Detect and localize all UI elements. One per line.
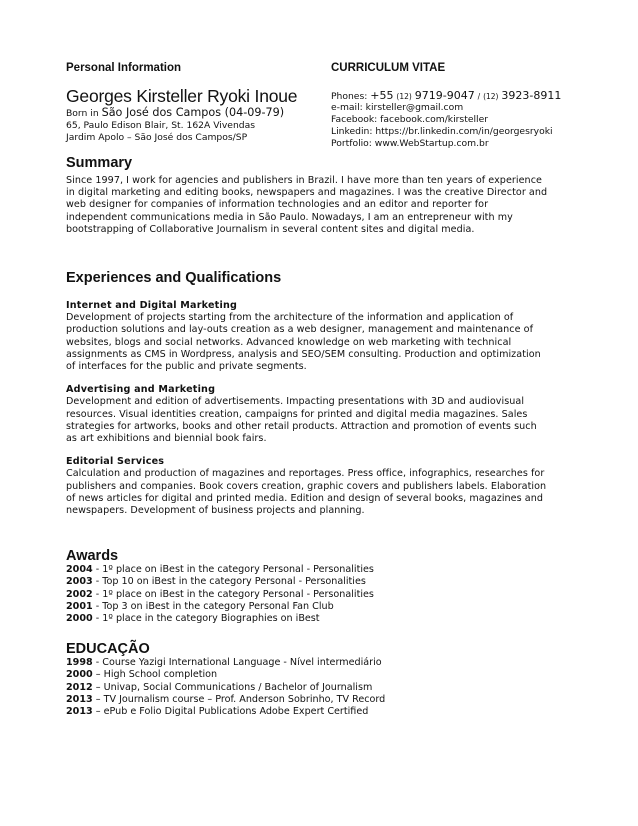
born-city: São José dos Campos (04-09-79) (101, 106, 285, 119)
experience-subtitle: Advertising and Marketing (66, 384, 216, 396)
phone1-number: 9719-9047 (414, 89, 475, 102)
education-year: 2013 (66, 693, 93, 705)
education-heading: EDUCAÇÃO (66, 641, 150, 657)
award-item (66, 576, 598, 588)
education-item (66, 669, 598, 681)
experience-heading: Experiences and Qualifications (66, 270, 282, 286)
education-item (66, 694, 598, 706)
award-text: - 1º place on iBest in the category Personal - Personalities (92, 588, 374, 600)
awards-list (66, 564, 598, 625)
experience-section (66, 270, 598, 517)
award-year: 2003 (66, 576, 93, 588)
experience-line: strategies for artworks, books and other retail products. Attraction and promotion of events such (66, 420, 537, 432)
experience-line: resources. Visual identities creation, campaigns for printed and digital media magazines. Sales (66, 408, 528, 420)
summary-section (66, 155, 598, 236)
education-item (66, 682, 598, 694)
award-text: - Top 10 on iBest in the category Personal - Personalities (92, 576, 366, 588)
experience-subtitle: Internet and Digital Marketing (66, 300, 238, 311)
award-year: 2002 (66, 588, 93, 600)
address-line-1: 65, Paulo Edison Blair, St. 162A Vivendas (66, 120, 256, 132)
award-text: - 1º place in the category Biographies on iBest (92, 613, 320, 625)
education-list (66, 657, 598, 718)
education-text: - Course Yazigi International Language - Nível intermediário (92, 657, 382, 668)
experience-line: newspapers. Development of business projects and planning. (66, 505, 365, 517)
portfolio-link[interactable]: Portfolio: www.WebStartup.com.br (331, 138, 489, 149)
experience-line: assignments as CMS in Wordpress, analysis and SEO/SEM consulting. Production and optimization (66, 348, 541, 360)
phone1-area: (12) (396, 92, 412, 101)
summary-line: bootstrapping of Collaborative Journalism in several content sites and digital media. (66, 223, 475, 235)
summary-line: web designer for companies of information technologies and an editor and reporter for (66, 199, 489, 211)
education-text: – ePub e Folio Digital Publications Adobe Expert Certified (92, 706, 369, 718)
awards-section (66, 548, 598, 625)
summary-text (66, 175, 598, 236)
experience-line: of news articles for digital and printed media. Edition and design of several books, magazines and (66, 492, 543, 504)
summary-line: independent communications media in São Paulo. Nowadays, I am an entrepreneur with my (66, 211, 513, 223)
education-item (66, 657, 598, 669)
education-year: 2000 (66, 669, 93, 681)
awards-heading: Awards (66, 548, 119, 564)
phones-label: Phones: (331, 91, 371, 102)
experience-subtitle: Editorial Services (66, 456, 165, 468)
education-year: 2013 (66, 706, 93, 718)
cv-label: CURRICULUM VITAE (331, 62, 446, 74)
address-line-2: Jardim Apolo – São José dos Campos/SP (66, 132, 248, 144)
experience-block-advertising (66, 384, 598, 445)
award-item (66, 564, 598, 576)
experience-line: production solutions and lay-outs creation as a web designer, management and maintenance of (66, 324, 533, 336)
experience-text (66, 312, 598, 373)
award-year: 2001 (66, 600, 93, 612)
award-item (66, 589, 598, 601)
education-text: – High School completion (92, 669, 218, 681)
experience-line: as art exhibitions and biennial book fairs. (66, 433, 267, 445)
award-year: 2000 (66, 613, 93, 625)
personal-info (66, 62, 316, 145)
experience-line: publishers and companies. Book covers creation, graphic covers and publishers labels. Elaboration (66, 480, 547, 492)
full-name: Georges Kirsteller Ryoki Inoue (66, 86, 298, 106)
award-year: 2004 (66, 564, 93, 575)
phone2-number: 3923-8911 (501, 89, 562, 102)
education-item (66, 706, 598, 718)
experience-line: Calculation and production of magazines and reportages. Press office, infographics, researches for (66, 468, 545, 480)
email-link[interactable]: e-mail: kirsteller@gmail.com (331, 102, 464, 113)
summary-line: Since 1997, I work for agencies and publishers in Brazil. I have more than ten years of experience (66, 175, 542, 186)
birth-info (66, 107, 316, 120)
experience-text (66, 468, 598, 517)
contact-info (331, 62, 601, 150)
experience-line: websites, blogs and social networks. Advanced knowledge on web marketing with technical (66, 336, 512, 348)
award-text: - Top 3 on iBest in the category Personal Fan Club (92, 600, 334, 612)
experience-line: Development and edition of advertisements. Impacting presentations with 3D and audiovisual (66, 396, 525, 408)
facebook-link[interactable]: Facebook: facebook.com/kirsteller (331, 114, 489, 125)
award-item (66, 613, 598, 625)
experience-block-editorial (66, 456, 598, 517)
summary-line: in digital marketing and editing books, newspapers and magazines. I was the creative Director and (66, 187, 548, 199)
award-text: - 1º place on iBest in the category Personal - Personalities (92, 564, 374, 575)
experience-block-internet (66, 300, 598, 373)
summary-heading: Summary (66, 155, 133, 171)
award-item (66, 601, 598, 613)
education-text: – Univap, Social Communications / Bachelor of Journalism (92, 681, 373, 693)
experience-text (66, 396, 598, 445)
education-section (66, 641, 598, 718)
personal-info-label: Personal Information (66, 62, 182, 74)
education-year: 1998 (66, 657, 93, 668)
phones (331, 89, 601, 102)
phone2-area: (12) (483, 92, 499, 101)
phone-separator: / (477, 92, 481, 101)
education-year: 2012 (66, 681, 93, 693)
linkedin-link[interactable]: Linkedin: https://br.linkedin.com/in/georgesryoki (331, 126, 553, 137)
education-text: – TV Journalism course – Prof. Anderson Sobrinho, TV Record (92, 693, 386, 705)
experience-line: of interfaces for the public and private segments. (66, 361, 307, 373)
phone-country: +55 (370, 89, 394, 102)
experience-line: Development of projects starting from the architecture of the information and application of (66, 312, 514, 324)
born-prefix: Born in (66, 108, 102, 119)
